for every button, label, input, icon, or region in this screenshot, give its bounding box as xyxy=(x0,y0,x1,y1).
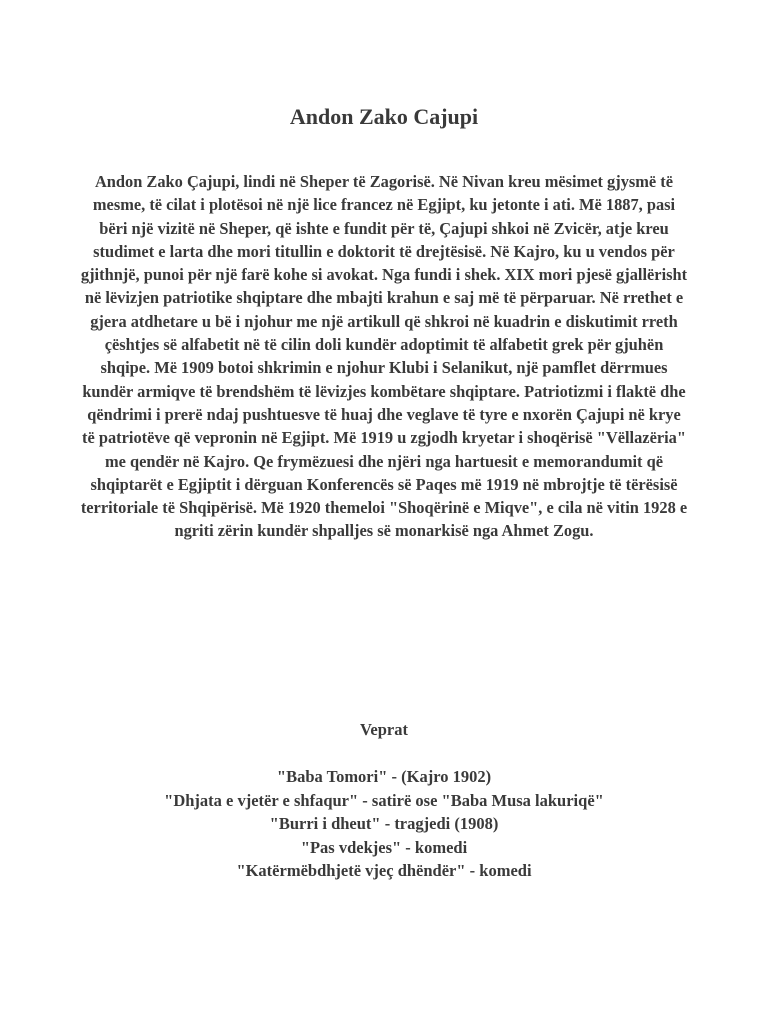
work-item: "Baba Tomori" - (Kajro 1902) xyxy=(276,767,492,786)
work-item: "Burri i dheut" - tragjedi (1908) xyxy=(269,814,499,833)
works-list xyxy=(0,765,768,883)
page-title: Andon Zako Cajupi xyxy=(289,104,479,129)
work-item: "Katërmëbdhjetë vjeç dhëndër" - komedi xyxy=(236,861,532,880)
works-heading: Veprat xyxy=(360,720,408,739)
biography-paragraph: Andon Zako Çajupi, lindi në Sheper të Zagorisë. Në Nivan kreu mësimet gjysmë të mesme, të cilat i plotësoi në një lice francez në Egjipt, ku jetonte i ati. Më 1887, pasi bëri një vizitë në Sheper, që ishte e fundit për të, Çajupi shkoi në Zvicër, atje kreu studimet e larta dhe mori titullin e doktorit të drejtësisë. Në Kajro, ku u vendos për gjithnjë, punoi për një farë kohe si avokat. Nga fundi i shek. XIX mori pjesë gjallërisht në lëvizjen patriotike shqiptare dhe mbajti krahun e saj më të përparuar. Në rrethet e gjera atdhetare u bë i njohur me një artikull që shkroi në kuadrin e diskutimit rreth çështjes së alfabetit në të cilin doli kundër adoptimit të alfabetit grek për gjuhën shqipe. Më 1909 botoi shkrimin e njohur Klubi i Selanikut, një pamflet dërrmues kundër armiqve të brendshëm të lëvizjes kombëtare shqiptare. Patriotizmi i flaktë dhe qëndrimi i prerë ndaj pushtuesve të huaj dhe veglave të tyre e nxorën Çajupi në krye të patriotëve që vepronin në Egjipt. Më 1919 u zgjodh kryetar i shoqërisë "Vëllazëria" me qendër në Kajro. Qe frymëzuesi dhe njëri nga hartuesit e memorandumit që shqiptarët e Egjiptit i dërguan Konferencës së Paqes më 1919 në mbrojtje të tërësisë territoriale të Shqipërisë. Më 1920 themeloi "Shoqërinë e Miqve", e cila në vitin 1928 e ngriti zërin kundër shpalljes së monarkisë nga Ahmet Zogu. xyxy=(80,172,688,541)
work-item: "Pas vdekjes" - komedi xyxy=(300,837,468,857)
work-item: "Dhjata e vjetër e shfaqur" - satirë ose "Baba Musa lakuriqë" xyxy=(164,790,604,810)
